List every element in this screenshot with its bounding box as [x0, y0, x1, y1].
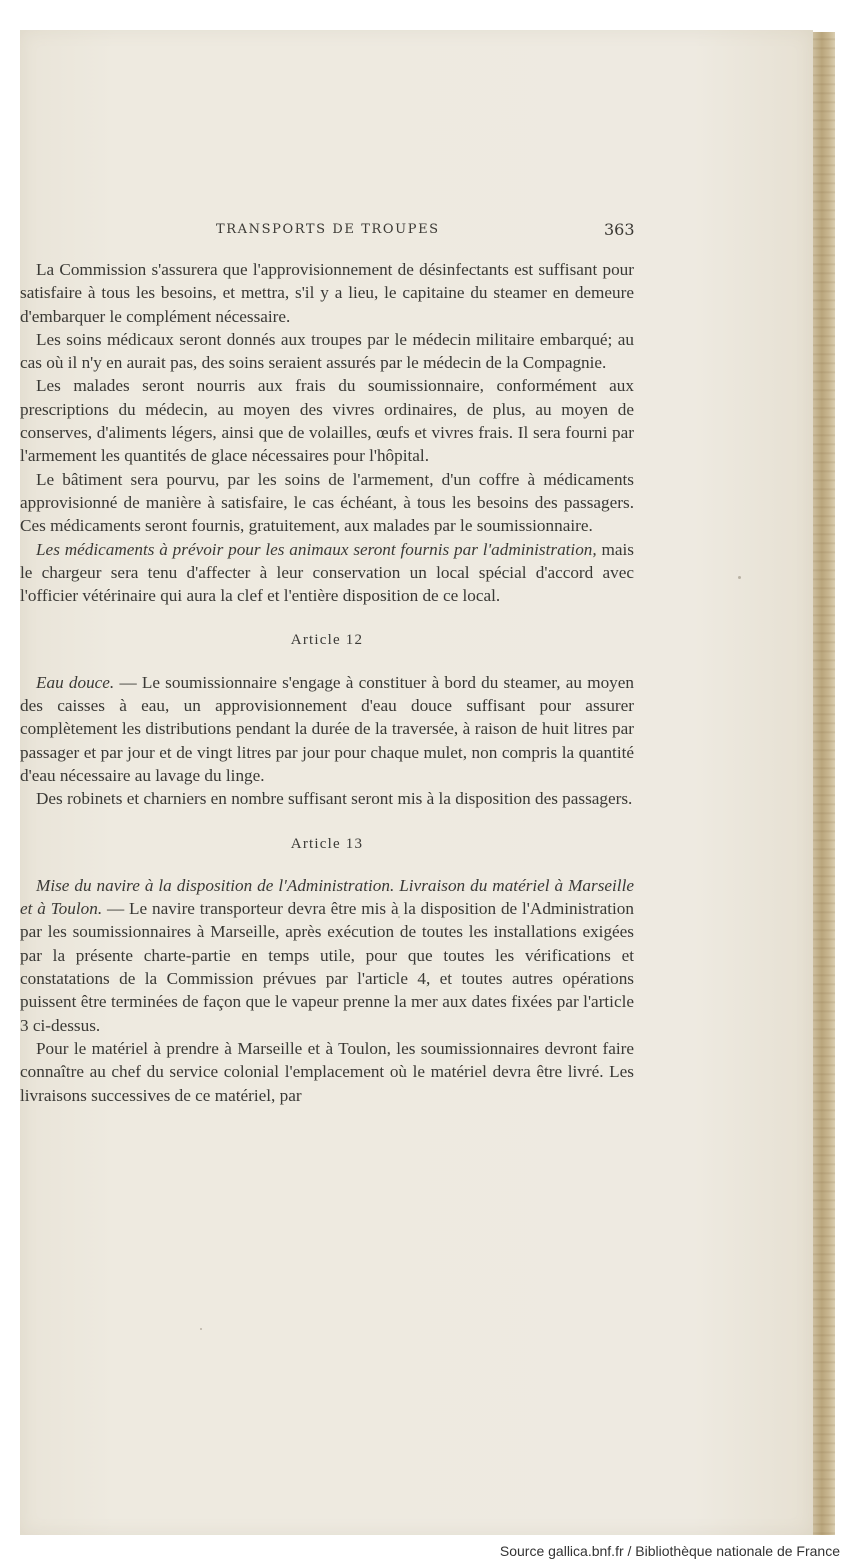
paragraph-text: — Le navire transporteur devra être mis à la disposition de l'Administration par les soumissionnaires à Marseille, après exécution de toutes les installations exigées par la présente charte-partie en temps utile, pour que toutes les vérifications et constatations de la Commission prévues par l'article 4, et toutes autres opérations puissent être terminées de façon que le vapeur prenne la mer aux dates fixées par l'article 3 ci-dessus. [20, 899, 634, 1035]
paragraph-sick-feeding: Les malades seront nourris aux frais du soumissionnaire, conformément aux prescriptions du médecin, au moyen des vivres ordinaires, de plus, au moyen de conserves, d'aliments légers, ainsi que de volailles, œufs et vivres frais. Il sera fourni par l'armement les quantités de glace nécessaires pour l'hôpital. [20, 376, 634, 466]
paragraph-ship-availability [20, 874, 634, 1037]
italic-phrase: Mise du navire à la disposition de l'Administration. Livraison du matériel à Marseille et à Toulon. [20, 875, 634, 919]
paragraph-taps: Des robinets et charniers en nombre suffisant seront mis à la disposition des passagers. [36, 789, 633, 809]
running-title: TRANSPORTS DE TROUPES [216, 222, 440, 237]
paragraph-animal-medicines [20, 538, 634, 608]
italic-phrase: Les médicaments à prévoir pour les animaux seront fournis par l'administration, [36, 539, 597, 559]
paragraph-medicine-chest: Le bâtiment sera pourvu, par les soins de l'armement, d'un coffre à médicaments approvisionné de manière à satisfaire, le cas échéant, à tous les besoins des passagers. Ces médicaments seront fournis, gratuitement, aux malades par le soumissionnaire. [20, 469, 634, 536]
footer-bar [0, 1538, 854, 1566]
source-credit: Source gallica.bnf.fr / Bibliothèque nationale de France [499, 1543, 840, 1559]
page-number: 363 [604, 220, 635, 239]
paper-speck [200, 1328, 202, 1330]
body-text [20, 258, 634, 1107]
article-12-heading: Article 12 [290, 632, 364, 649]
paragraph-disinfectants: La Commission s'assurera que l'approvisionnement de désinfectants est suffisant pour satisfaire à tous les besoins, et mettra, s'il y a lieu, le capitaine du steamer en demeure d'embarquer le complément nécessaire. [20, 260, 634, 326]
paragraph-medical-care: Les soins médicaux seront donnés aux troupes par le médecin militaire embarqué; au cas où il n'y en aurait pas, des soins seraient assurés par le médecin de la Compagnie. [20, 329, 634, 373]
paragraph-fresh-water [20, 671, 634, 787]
paper-speck [738, 576, 741, 579]
paragraph-text: mais le chargeur sera tenu d'affecter à leur conservation un local spécial d'accord avec l'officier vétérinaire qui aura la clef et l'entière disposition de ce local. [20, 539, 634, 606]
paragraph-text: — Le soumissionnaire s'engage à constituer à bord du steamer, au moyen des caisses à eau, un approvisionnement d'eau douce suffisant pour assurer complètement les distributions pendant la durée de la traversée, à raison de huit litres par passager et par jour et de vingt litres par jour pour chaque mulet, non compris la quantité d'eau nécessaire au lavage du linge. [20, 672, 634, 785]
paragraph-material-delivery: Pour le matériel à prendre à Marseille et à Toulon, les soumissionnaires devront faire connaître au chef du service colonial l'emplacement où le matériel devra être livré. Les livraisons successives de ce matériel, par [20, 1038, 634, 1105]
running-head [0, 222, 854, 244]
page-edge [813, 32, 835, 1535]
italic-phrase: Eau douce. [36, 672, 115, 692]
article-13-heading: Article 13 [290, 835, 364, 852]
